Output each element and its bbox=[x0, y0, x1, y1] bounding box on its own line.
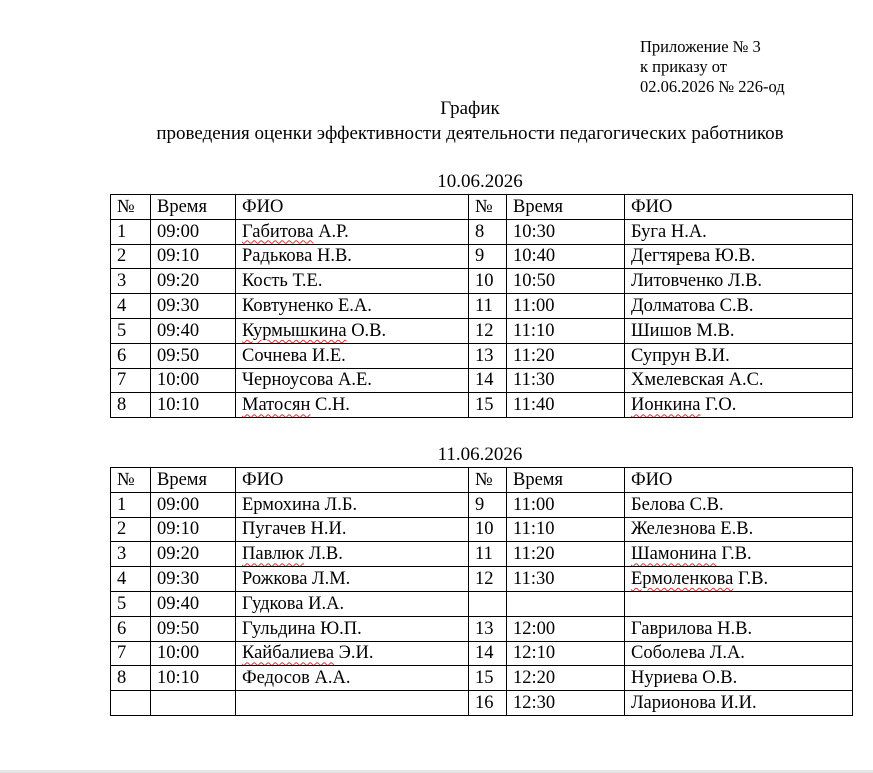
cell-name: Габитова А.Р. bbox=[236, 219, 469, 244]
cell-time: 09:10 bbox=[151, 517, 236, 542]
cell-num bbox=[469, 591, 507, 616]
cell-time: 09:10 bbox=[151, 244, 236, 269]
cell-time: 09:50 bbox=[151, 616, 236, 641]
cell-num: 13 bbox=[469, 616, 507, 641]
cell-num: 10 bbox=[469, 517, 507, 542]
cell-name: Черноусова А.Е. bbox=[236, 368, 469, 393]
cell-num: 7 bbox=[111, 368, 151, 393]
header-num: № bbox=[469, 195, 507, 220]
cell-name: Буга Н.А. bbox=[625, 219, 853, 244]
table-row bbox=[111, 542, 853, 567]
cell-time: 09:20 bbox=[151, 269, 236, 294]
document-subtitle: проведения оценки эффективности деятельности педагогических работников bbox=[156, 123, 784, 144]
cell-time: 09:40 bbox=[151, 318, 236, 343]
cell-name bbox=[625, 591, 853, 616]
cell-num: 7 bbox=[111, 641, 151, 666]
table-row bbox=[111, 318, 853, 343]
cell-num: 15 bbox=[469, 666, 507, 691]
cell-time: 12:30 bbox=[507, 691, 625, 716]
cell-num: 5 bbox=[111, 591, 151, 616]
table-row bbox=[111, 641, 853, 666]
cell-time bbox=[151, 691, 236, 716]
cell-time: 10:00 bbox=[151, 641, 236, 666]
document-title: График bbox=[440, 98, 500, 119]
cell-time: 12:20 bbox=[507, 666, 625, 691]
cell-time: 11:20 bbox=[507, 343, 625, 368]
cell-num: 13 bbox=[469, 343, 507, 368]
cell-name: Шишов М.В. bbox=[625, 318, 853, 343]
table-row bbox=[111, 616, 853, 641]
cell-num: 6 bbox=[111, 616, 151, 641]
cell-name: Федосов А.А. bbox=[236, 666, 469, 691]
cell-time: 10:10 bbox=[151, 666, 236, 691]
cell-time: 09:30 bbox=[151, 294, 236, 319]
cell-num: 1 bbox=[111, 492, 151, 517]
table-row bbox=[111, 517, 853, 542]
cell-name: Кость Т.Е. bbox=[236, 269, 469, 294]
cell-time: 11:10 bbox=[507, 318, 625, 343]
header-name: ФИО bbox=[236, 195, 469, 220]
table-row bbox=[111, 567, 853, 592]
header-num: № bbox=[111, 468, 151, 493]
cell-time: 10:50 bbox=[507, 269, 625, 294]
cell-name: Ковтуненко Е.А. bbox=[236, 294, 469, 319]
cell-time: 09:50 bbox=[151, 343, 236, 368]
cell-time: 11:20 bbox=[507, 542, 625, 567]
cell-time: 12:00 bbox=[507, 616, 625, 641]
cell-name: Долматова С.В. bbox=[625, 294, 853, 319]
cell-name: Соболева Л.А. bbox=[625, 641, 853, 666]
cell-time: 10:10 bbox=[151, 393, 236, 418]
cell-time: 11:30 bbox=[507, 567, 625, 592]
table-row bbox=[111, 219, 853, 244]
cell-name: Пугачев Н.И. bbox=[236, 517, 469, 542]
appendix-note bbox=[640, 37, 785, 97]
table-header-row bbox=[111, 195, 853, 220]
cell-num: 3 bbox=[111, 269, 151, 294]
cell-num: 2 bbox=[111, 517, 151, 542]
cell-num: 8 bbox=[469, 219, 507, 244]
cell-time: 11:00 bbox=[507, 492, 625, 517]
cell-num: 14 bbox=[469, 641, 507, 666]
header-num: № bbox=[111, 195, 151, 220]
header-time: Время bbox=[507, 468, 625, 493]
cell-time: 10:30 bbox=[507, 219, 625, 244]
cell-time: 11:30 bbox=[507, 368, 625, 393]
cell-time: 11:40 bbox=[507, 393, 625, 418]
cell-time: 09:00 bbox=[151, 219, 236, 244]
cell-name: Ермоленкова Г.В. bbox=[625, 567, 853, 592]
cell-name: Кайбалиева Э.И. bbox=[236, 641, 469, 666]
header-time: Время bbox=[507, 195, 625, 220]
schedule-table-2 bbox=[110, 467, 853, 716]
table-row bbox=[111, 343, 853, 368]
table-row bbox=[111, 492, 853, 517]
cell-name: Белова С.В. bbox=[625, 492, 853, 517]
appendix-line-2: к приказу от bbox=[640, 57, 727, 76]
header-name: ФИО bbox=[625, 468, 853, 493]
cell-num: 6 bbox=[111, 343, 151, 368]
cell-num: 11 bbox=[469, 294, 507, 319]
cell-time: 11:00 bbox=[507, 294, 625, 319]
cell-name: Дегтярева Ю.В. bbox=[625, 244, 853, 269]
cell-num: 8 bbox=[111, 393, 151, 418]
cell-time: 12:10 bbox=[507, 641, 625, 666]
cell-name: Ермохина Л.Б. bbox=[236, 492, 469, 517]
cell-name: Матосян С.Н. bbox=[236, 393, 469, 418]
cell-num: 4 bbox=[111, 294, 151, 319]
cell-num: 9 bbox=[469, 244, 507, 269]
table-row bbox=[111, 368, 853, 393]
schedule-date-2: 11.06.2026 bbox=[437, 444, 523, 465]
cell-num: 12 bbox=[469, 567, 507, 592]
header-time: Время bbox=[151, 195, 236, 220]
cell-num: 15 bbox=[469, 393, 507, 418]
cell-name: Литовченко Л.В. bbox=[625, 269, 853, 294]
cell-name: Шамонина Г.В. bbox=[625, 542, 853, 567]
cell-num: 8 bbox=[111, 666, 151, 691]
header-time: Время bbox=[151, 468, 236, 493]
cell-num: 9 bbox=[469, 492, 507, 517]
cell-name: Гаврилова Н.В. bbox=[625, 616, 853, 641]
cell-time: 09:20 bbox=[151, 542, 236, 567]
cell-name: Павлюк Л.В. bbox=[236, 542, 469, 567]
header-num: № bbox=[469, 468, 507, 493]
cell-num: 12 bbox=[469, 318, 507, 343]
cell-num: 3 bbox=[111, 542, 151, 567]
cell-time: 09:00 bbox=[151, 492, 236, 517]
cell-name: Курмышкина О.В. bbox=[236, 318, 469, 343]
cell-name: Гудкова И.А. bbox=[236, 591, 469, 616]
cell-name bbox=[236, 691, 469, 716]
table-row bbox=[111, 294, 853, 319]
table-row bbox=[111, 591, 853, 616]
cell-name: Рожкова Л.М. bbox=[236, 567, 469, 592]
cell-time: 09:30 bbox=[151, 567, 236, 592]
schedule-table-1 bbox=[110, 194, 853, 418]
cell-num: 1 bbox=[111, 219, 151, 244]
cell-name: Ларионова И.И. bbox=[625, 691, 853, 716]
cell-num: 4 bbox=[111, 567, 151, 592]
table-row bbox=[111, 666, 853, 691]
cell-name: Ионкина Г.О. bbox=[625, 393, 853, 418]
cell-time bbox=[507, 591, 625, 616]
cell-num: 11 bbox=[469, 542, 507, 567]
cell-num: 10 bbox=[469, 269, 507, 294]
cell-time: 09:40 bbox=[151, 591, 236, 616]
cell-num: 5 bbox=[111, 318, 151, 343]
table-header-row bbox=[111, 468, 853, 493]
cell-name: Сочнева И.Е. bbox=[236, 343, 469, 368]
cell-name: Радькова Н.В. bbox=[236, 244, 469, 269]
table-row bbox=[111, 269, 853, 294]
cell-name: Гульдина Ю.П. bbox=[236, 616, 469, 641]
cell-num: 16 bbox=[469, 691, 507, 716]
header-name: ФИО bbox=[236, 468, 469, 493]
table-row bbox=[111, 393, 853, 418]
schedule-date-1: 10.06.2026 bbox=[437, 171, 523, 192]
cell-num bbox=[111, 691, 151, 716]
table-row bbox=[111, 691, 853, 716]
appendix-line-1: Приложение № 3 bbox=[640, 37, 761, 56]
cell-num: 2 bbox=[111, 244, 151, 269]
table-row bbox=[111, 244, 853, 269]
cell-time: 10:40 bbox=[507, 244, 625, 269]
header-name: ФИО bbox=[625, 195, 853, 220]
cell-time: 10:00 bbox=[151, 368, 236, 393]
cell-num: 14 bbox=[469, 368, 507, 393]
cell-name: Супрун В.И. bbox=[625, 343, 853, 368]
cell-name: Нуриева О.В. bbox=[625, 666, 853, 691]
cell-name: Железнова Е.В. bbox=[625, 517, 853, 542]
appendix-line-3: 02.06.2026 № 226-од bbox=[640, 77, 785, 96]
cell-name: Хмелевская А.С. bbox=[625, 368, 853, 393]
cell-time: 11:10 bbox=[507, 517, 625, 542]
